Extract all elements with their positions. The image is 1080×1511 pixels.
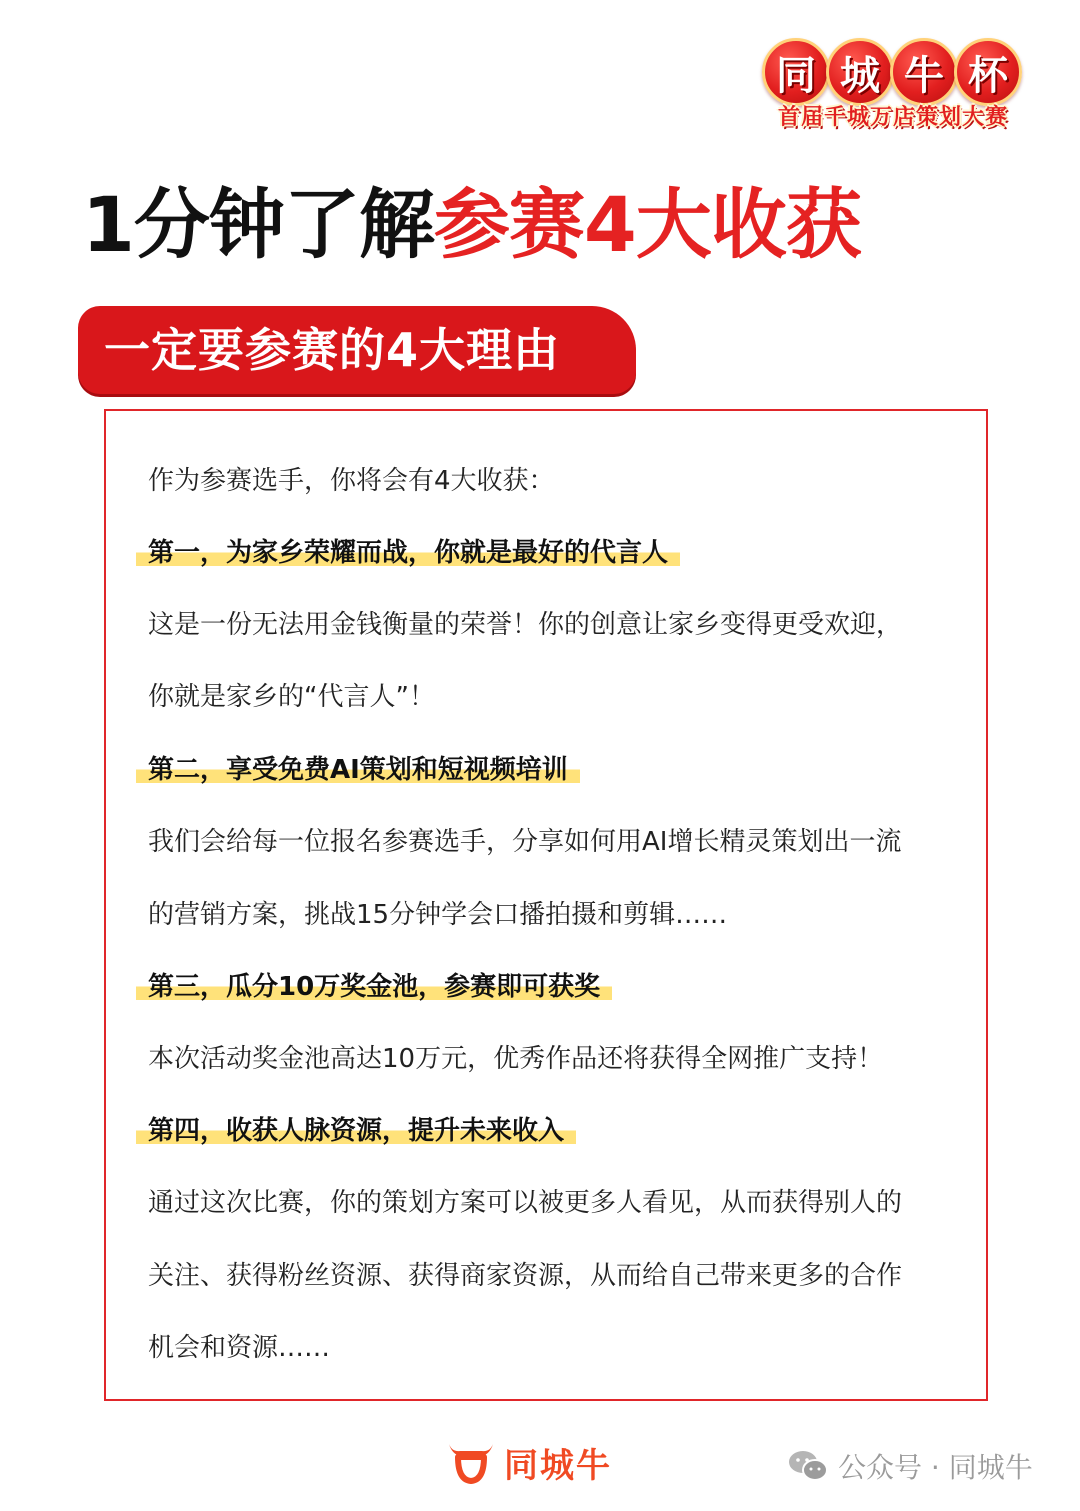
event-badge-logo [748, 38, 1038, 136]
badge-char: 同 [762, 38, 830, 106]
section-1-line-1: 这是一份无法用金钱衡量的荣誉！你的创意让家乡变得更受欢迎， [148, 610, 903, 640]
section-3-line-1: 本次活动奖金池高达10万元，优秀作品还将获得全网推广支持！ [148, 1044, 884, 1074]
badge-char: 杯 [954, 38, 1022, 106]
title-red-part: 参赛4大收获 [433, 180, 861, 269]
section-heading-1: 第一，为家乡荣耀而战，你就是最好的代言人 [136, 535, 680, 571]
page-title [82, 170, 1042, 280]
section-4-line-3: 机会和资源…… [148, 1333, 331, 1363]
section-heading-4: 第四，收获人脉资源，提升未来收入 [136, 1113, 576, 1149]
title-black-part: 1分钟了解 [82, 180, 434, 269]
badge-subtitle: 首届千城万店策划大赛 [777, 104, 1008, 130]
section-heading-2: 第二，享受免费AI策划和短视频培训 [136, 752, 580, 788]
section-heading-3: 第三，瓜分10万奖金池，参赛即可获奖 [136, 969, 612, 1005]
section-2-line-1: 我们会给每一位报名参赛选手，分享如何用AI增长精灵策划出一流 [148, 827, 902, 857]
watermark-text: 公众号 · 同城牛 [838, 1451, 1033, 1484]
wechat-watermark [788, 1446, 1033, 1486]
banner-text: 一定要参赛的4大理由 [104, 323, 561, 377]
section-4-line-2: 关注、获得粉丝资源、获得商家资源，从而给自己带来更多的合作 [148, 1261, 903, 1291]
section-banner [78, 306, 636, 394]
bull-logo-icon [446, 1440, 496, 1484]
section-2-line-2: 的营销方案，挑战15分钟学会口播拍摄和剪辑…… [148, 900, 728, 930]
badge-char: 城 [826, 38, 894, 106]
badge-title [766, 38, 1022, 104]
badge-char: 牛 [890, 38, 958, 106]
footer-brand-name: 同城牛 [504, 1445, 612, 1486]
content-card [104, 409, 988, 1401]
section-1-line-2: 你就是家乡的“代言人”！ [148, 682, 435, 712]
section-4-line-1: 通过这次比赛，你的策划方案可以被更多人看见，从而获得别人的 [148, 1188, 903, 1218]
wechat-icon [788, 1449, 828, 1483]
intro-text: 作为参赛选手，你将会有4大收获： [148, 466, 555, 496]
footer-brand-logo [446, 1438, 612, 1486]
